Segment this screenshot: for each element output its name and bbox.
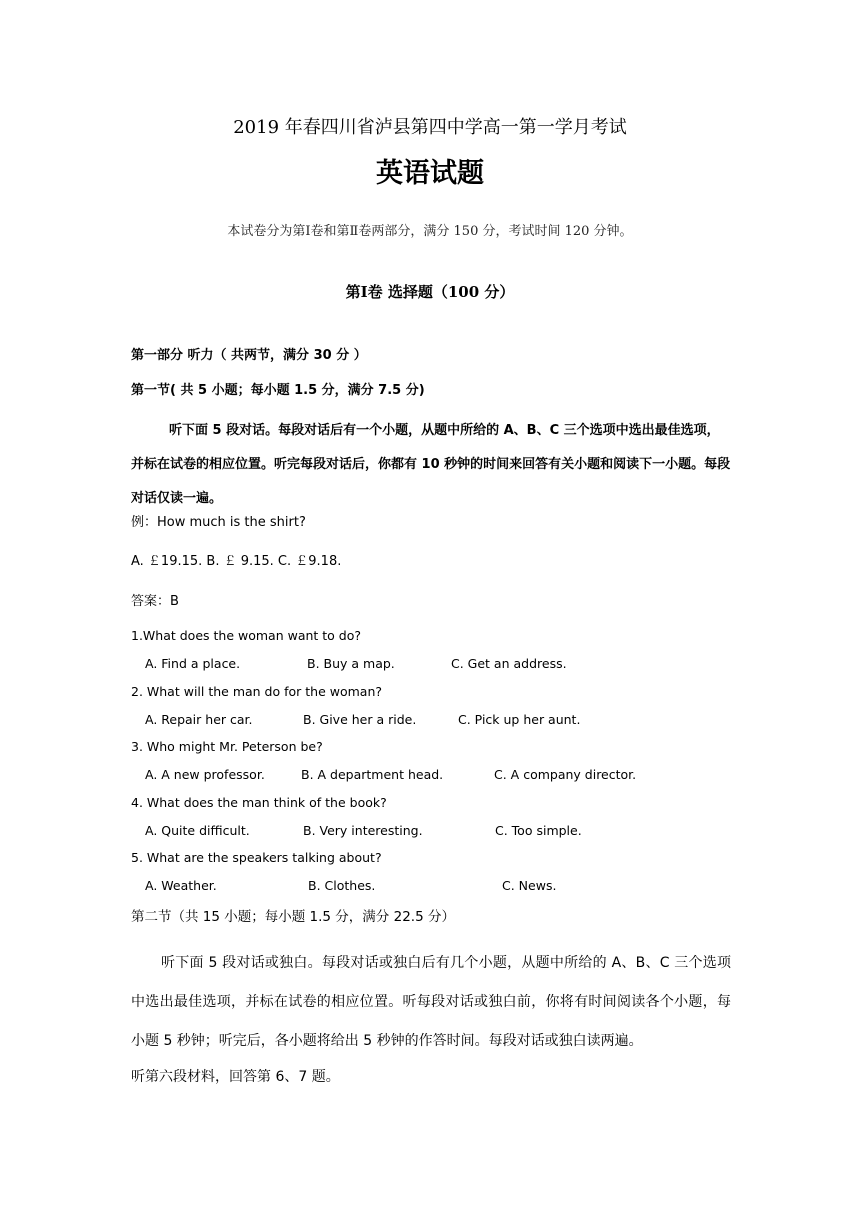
option-b: B. Clothes. — [308, 878, 376, 893]
option-b: B. Very interesting. — [303, 823, 423, 838]
material-prompt: 听第六段材料，回答第 6、7 题。 — [131, 1069, 340, 1085]
option-c: C. A company director. — [494, 767, 637, 782]
exam-title: 2019 年春四川省泸县第四中学高一第一学月考试 — [233, 117, 627, 138]
section-instructions: 听下面 5 段对话。每段对话后有一个小题，从题中所给的 A、B、C 三个选项中选出最佳选项，并标在试卷的相应位置。听完每段对话后，你都有 10 秒钟的时间来回答有关小题和阅读下一小题。每段对话仅读一遍。 — [131, 423, 731, 506]
option-a: A. Find a place. — [145, 656, 241, 671]
option-a: A. Weather. — [145, 878, 217, 893]
question-text: 5. What are the speakers talking about? — [131, 850, 382, 865]
option-a: A. Quite difficult. — [145, 823, 250, 838]
example-answer: 答案：B — [131, 594, 179, 609]
option-b: B. Give her a ride. — [303, 712, 417, 727]
exam-instructions: 本试卷分为第Ⅰ卷和第Ⅱ卷两部分，满分 150 分，考试时间 120 分钟。 — [227, 224, 633, 239]
option-c: C. Too simple. — [495, 823, 582, 838]
option-b: B. Buy a map. — [307, 656, 395, 671]
option-c: C. Get an address. — [451, 656, 567, 671]
option-a: A. A new professor. — [145, 767, 265, 782]
subject-title: 英语试题 — [376, 158, 484, 189]
example-options: A. ￡19.15. B. ￡ 9.15. C. ￡9.18. — [131, 554, 342, 569]
question-text: 2. What will the man do for the woman? — [131, 684, 383, 699]
section-heading: 第二节（共 15 小题；每小题 1.5 分，满分 22.5 分） — [131, 909, 455, 925]
section-instructions: 听下面 5 段对话或独白。每段对话或独白后有几个小题，从题中所给的 A、B、C 三个选项中选出最佳选项，并标在试卷的相应位置。听每段对话或独白前，你将有时间阅读各个小题，每小题 5 秒钟；听完后，各小题将给出 5 秒钟的作答时间。每段对话或独白读两遍。 — [131, 955, 731, 1049]
option-c: C. News. — [502, 878, 557, 893]
question-text: 1.What does the woman want to do? — [131, 628, 362, 643]
volume-title: 第Ⅰ卷 选择题（100 分） — [345, 283, 515, 301]
example-question: 例：How much is the shirt? — [131, 515, 306, 530]
question-text: 3. Who might Mr. Peterson be? — [131, 739, 323, 754]
section-heading: 第一节( 共 5 小题；每小题 1.5 分，满分 7.5 分) — [131, 383, 425, 398]
question-text: 4. What does the man think of the book? — [131, 795, 387, 810]
option-c: C. Pick up her aunt. — [458, 712, 581, 727]
part-heading: 第一部分 听力（ 共两节，满分 30 分 ） — [131, 348, 367, 363]
option-a: A. Repair her car. — [145, 712, 253, 727]
option-b: B. A department head. — [301, 767, 444, 782]
